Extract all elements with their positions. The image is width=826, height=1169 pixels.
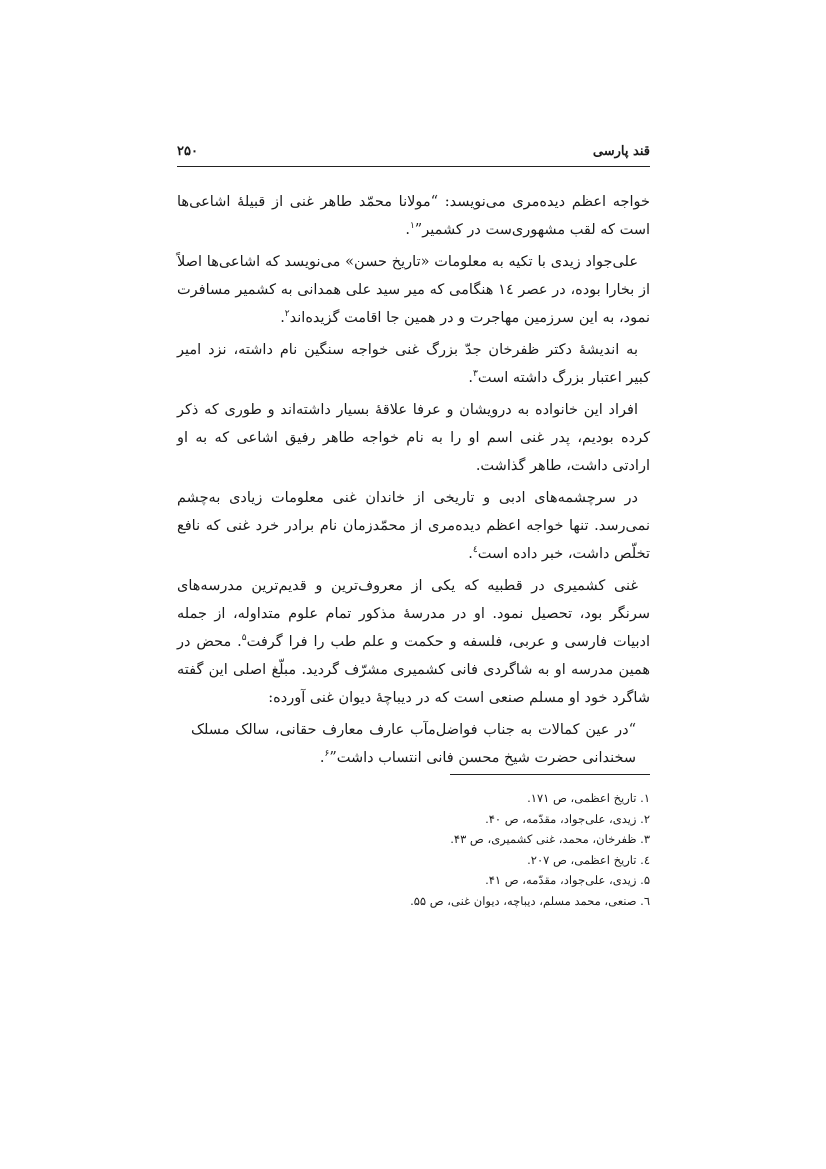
footnote-ref-5[interactable]: ۵ [241, 633, 247, 644]
footnote-item: ٦. صنعی، محمد مسلم، دیباچه، دیوان غنی، ص ۵۵. [410, 893, 650, 908]
paragraph-5: در سرچشمه‌های ادبی و تاریخی از خاندان غنی معلومات زیادی به‌چشم نمی‌رسد. تنها خواجه اعظم دیده‌مری از محمّدزمان نام برادر خرد غنی که نافع تخلّص داشت، خبر داده است$^٤$. [177, 490, 650, 562]
header-divider [177, 166, 650, 167]
paragraph-3: به اندیشهٔ دکتر ظفرخان جدّ بزرگ غنی خواجه سنگین نام داشته، نزد امیر کبیر اعتبار بزرگ داشته است$^۳$. [177, 342, 650, 386]
paragraph-2: علی‌جواد زیدی با تکیه به معلومات «تاریخ حسن» می‌نویسد که اشاعی‌ها اصلاً از بخارا بوده، در عصر ۱٤ هنگامی که میر سید علی همدانی به کشمیر مسافرت نمود، به این سرزمین مهاجرت و در همین جا اقامت گزیده‌اند$^۲$. [177, 254, 650, 326]
footnote-divider [450, 774, 650, 775]
page-number: ۲۵۰ [177, 144, 198, 159]
running-header [177, 144, 650, 166]
footnote-ref-6[interactable]: ۶ [324, 749, 330, 760]
block-quote: “در عین کمالات به جناب فواضل‌مآب عارف معارف حقانی، سالک مسلک سخندانی حضرت شیخ محسن فانی انتساب داشت”$^۶$. [191, 722, 636, 766]
footnote-ref-1[interactable]: ۱ [409, 221, 415, 232]
footnote-item: ٤. تاریخ اعظمی، ص ۲۰۷. [527, 852, 650, 867]
footnote-item: ۵. زیدی، علی‌جواد، مقدّمه، ص ۴۱. [485, 873, 650, 887]
main-text [177, 188, 650, 776]
paragraph-6: غنی کشمیری در قطبیه که یکی از معروف‌ترین و قدیم‌ترین مدرسه‌های سرنگر بود، تحصیل نمود. او در مدرسهٔ مذکور تمام علوم متداوله، از جمله ادبیات فارسی و عربی، فلسفه و حکمت و علم طب را فرا گرفت$^۵$. محض در همین مدرسه او به شاگردی فانی کشمیری مشرّف گردید. مبلّغ اصلی این گفته شاگرد خود او مسلم صنعی است که در دیباچهٔ دیوان غنی آورده: [177, 578, 650, 706]
footnote-item: ۲. زیدی، علی‌جواد، مقدّمه، ص ۴۰. [485, 811, 650, 826]
footnotes [177, 788, 650, 911]
paragraph-1: خواجه اعظم دیده‌مری می‌نویسد: “مولانا محمّد طاهر غنی از قبیلهٔ اشاعی‌ها است که لقب مشهوری‌ست در کشمیر”$^۱$. [177, 194, 650, 238]
footnote-ref-4[interactable]: ٤ [472, 545, 478, 556]
footnote-ref-2[interactable]: ۲ [284, 309, 290, 320]
paragraph-4: افراد این خانواده به درویشان و عرفا علاقهٔ بسیار داشته‌اند و طوری که ذکر کرده بودیم، پدر غنی اسم او را به نام خواجه طاهر رفیق اشاعی که به او ارادتی داشت، طاهر گذاشت. [177, 402, 650, 474]
journal-title: قند پارسی [592, 144, 650, 159]
footnote-item: ۳. ظفرخان، محمد، غنی کشمیری، ص ۴۳. [450, 832, 650, 846]
footnote-ref-3[interactable]: ۳ [472, 369, 478, 380]
footnote-item: ۱. تاریخ اعظمی، ص ۱۷۱. [527, 791, 650, 805]
